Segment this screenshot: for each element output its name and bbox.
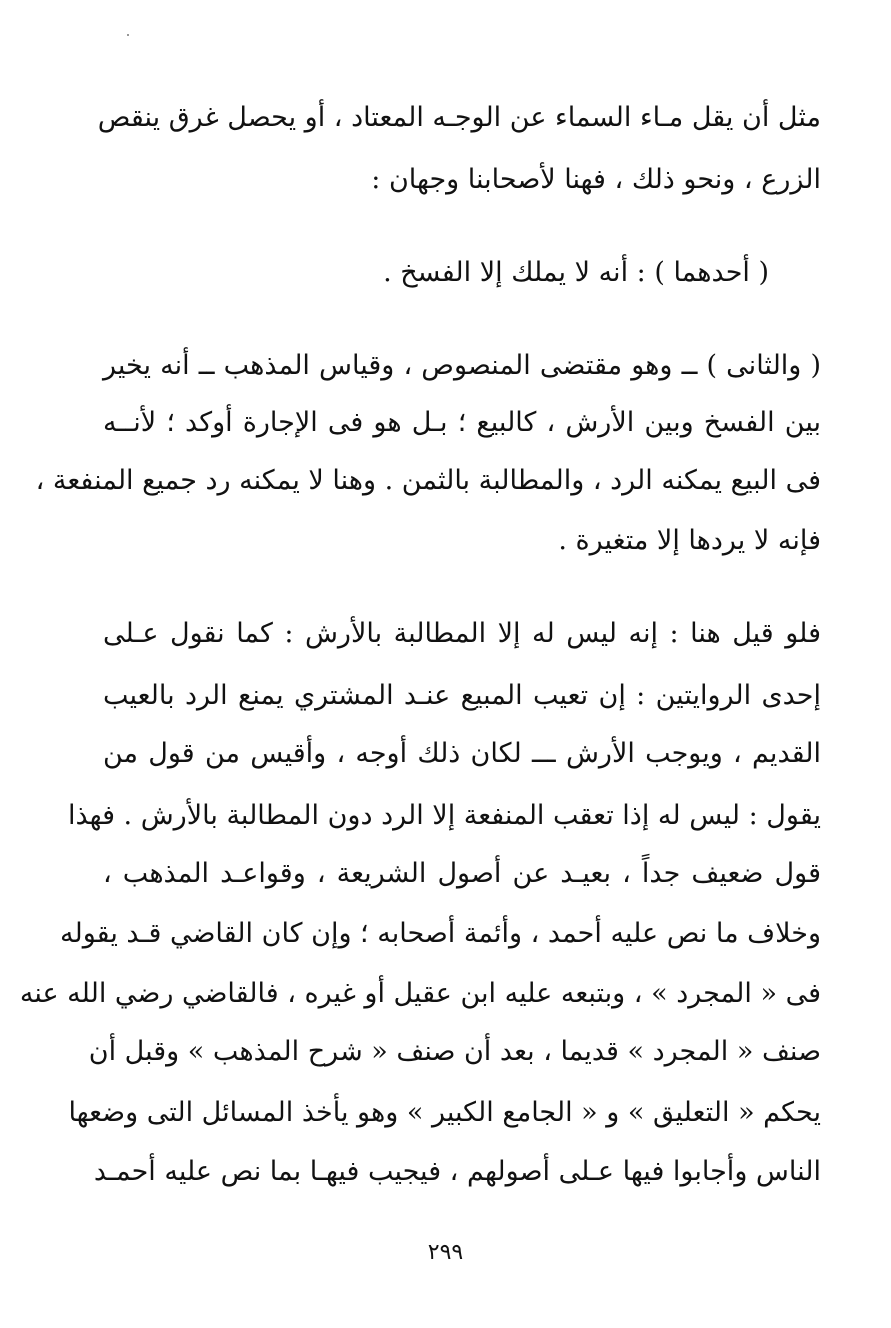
text-line: بين الفسخ وبين الأرش ، كالبيع ؛ بـل هو فى الإجارة أوكد ؛ لأنــه — [103, 407, 821, 438]
text-line: يحكم « التعليق » و « الجامع الكبير » وهو يأخذ المسائل التى وضعها — [68, 1097, 821, 1128]
text-line: قول ضعيف جداً ، بعيـد عن أصول الشريعة ، وقواعـد المذهب ، — [103, 858, 821, 889]
scan-speck — [127, 34, 129, 36]
text-line: مثل أن يقل مـاء السماء عن الوجـه المعتاد ، أو يحصل غرق ينقص — [97, 102, 821, 133]
text-line: فإنه لا يردها إلا متغيرة . — [558, 525, 821, 556]
text-line: الزرع ، ونحو ذلك ، فهنا لأصحابنا وجهان : — [371, 164, 821, 195]
text-line: فى « المجرد » ، وبتبعه عليه ابن عقيل أو غيره ، فالقاضي رضي الله عنه — [19, 978, 821, 1009]
text-line: القديم ، ويوجب الأرش ـــ لكان ذلك أوجه ، وأقيس من قول من — [103, 738, 821, 769]
page-number: ٢٩٩ — [427, 1240, 464, 1265]
text-line: يقول : ليس له إذا تعقب المنفعة إلا الرد دون المطالبة بالأرش . فهذا — [67, 800, 821, 831]
text-line: وخلاف ما نص عليه أحمد ، وأئمة أصحابه ؛ وإن كان القاضي قـد يقوله — [60, 918, 821, 949]
text-line: الناس وأجابوا فيها عـلى أصولهم ، فيجيب فيهـا بما نص عليه أحمـد — [93, 1156, 821, 1187]
text-line: صنف « المجرد » قديما ، بعد أن صنف « شرح المذهب » وقبل أن — [88, 1036, 821, 1067]
text-line: ( أحدهما ) : أنه لا يملك إلا الفسخ . — [383, 257, 769, 288]
text-line: ( والثانى ) ــ وهو مقتضى المنصوص ، وقياس المذهب ــ أنه يخير — [103, 350, 821, 381]
text-line: فلو قيل هنا : إنه ليس له إلا المطالبة بالأرش : كما نقول عـلى — [103, 618, 821, 649]
text-line: فى البيع يمكنه الرد ، والمطالبة بالثمن . وهنا لا يمكنه رد جميع المنفعة ، — [35, 465, 821, 496]
text-line: إحدى الروايتين : إن تعيب المبيع عنـد المشتري يمنع الرد بالعيب — [103, 680, 821, 711]
